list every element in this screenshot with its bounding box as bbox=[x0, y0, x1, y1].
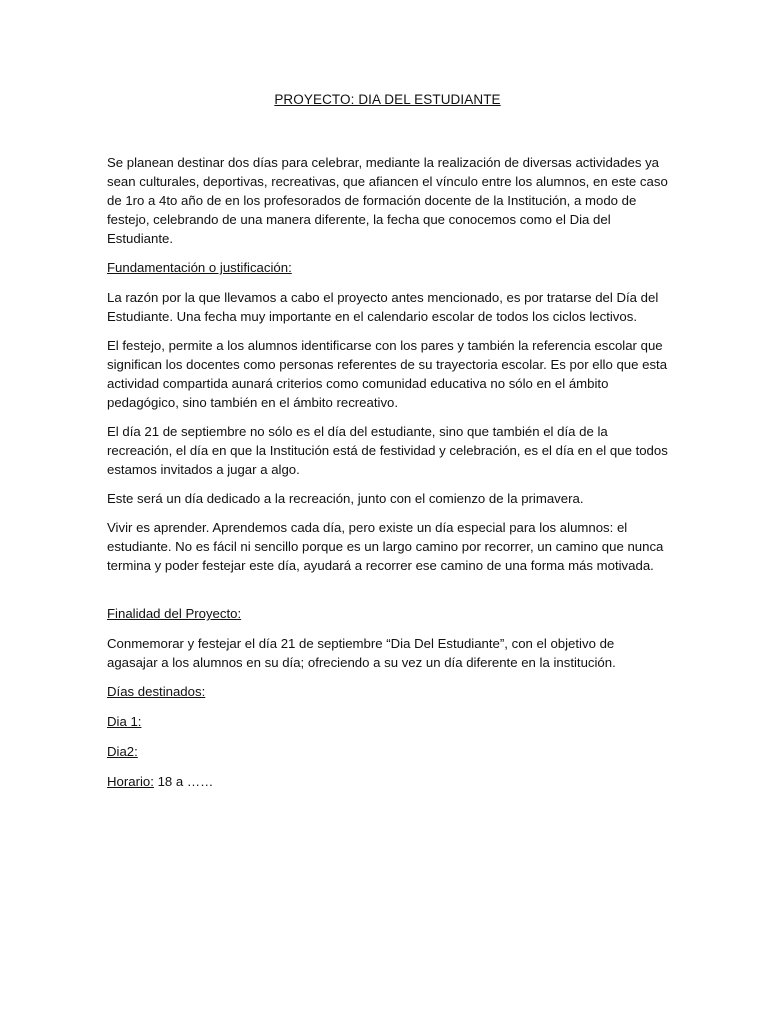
dias-heading: Días destinados: bbox=[107, 684, 206, 699]
intro-paragraph: Se planean destinar dos días para celebrar, mediante la realización de diversas actividades ya sean culturales, deportivas, recreativas, que afiancen el vínculo entre los alumnos, en este caso de 1ro a 4to año de en los profesorados de formación docente de la Institución, a modo de festejo, celebrando de una manera diferente, la fecha que conocemos como el Dia del Estudiante. bbox=[107, 155, 668, 246]
finalidad-paragraph: Conmemorar y festejar el día 21 de septiembre “Dia Del Estudiante”, con el objetivo de agasajar a los alumnos en su día; ofreciendo a su vez un día diferente en la institución. bbox=[107, 636, 616, 670]
fundamentacion-paragraph-2: El festejo, permite a los alumnos identificarse con los pares y también la referencia escolar que significan los docentes como personas referentes de su trayectoria escolar. Es por ello que esta actividad compartida aunará criterios como comunidad educativa no sólo en el ámbito pedagógico, sino también en el ámbito recreativo. bbox=[107, 338, 668, 410]
dia-2-label: Dia2: bbox=[107, 744, 138, 759]
fundamentacion-paragraph-1: La razón por la que llevamos a cabo el proyecto antes mencionado, es por tratarse del Día del Estudiante. Una fecha muy importante en el calendario escolar de todos los ciclos lectivos. bbox=[107, 290, 659, 324]
fundamentacion-heading: Fundamentación o justificación: bbox=[107, 260, 292, 275]
fundamentacion-paragraph-5: Vivir es aprender. Aprendemos cada día, pero existe un día especial para los alumnos: el estudiante. No es fácil ni sencillo porque es un largo camino por recorrer, un camino que nunca termina y poder festejar este día, ayudará a recorrer ese camino de una forma más motivada. bbox=[107, 520, 664, 573]
fundamentacion-paragraph-3: El día 21 de septiembre no sólo es el día del estudiante, sino que también el día de la recreación, el día en que la Institución está de festividad y celebración, es el día en el que todos estamos invitados a jugar a algo. bbox=[107, 424, 668, 477]
horario-line bbox=[107, 772, 668, 791]
finalidad-heading: Finalidad del Proyecto: bbox=[107, 606, 242, 621]
horario-value: 18 a …… bbox=[153, 774, 214, 789]
fundamentacion-paragraph-4: Este será un día dedicado a la recreación, junto con el comienzo de la primavera. bbox=[107, 491, 584, 506]
spacer bbox=[107, 585, 668, 604]
document-title: PROYECTO: DIA DEL ESTUDIANTE bbox=[274, 92, 501, 107]
horario-label: Horario: bbox=[107, 774, 154, 789]
dia-1-label: Dia 1: bbox=[107, 714, 142, 729]
